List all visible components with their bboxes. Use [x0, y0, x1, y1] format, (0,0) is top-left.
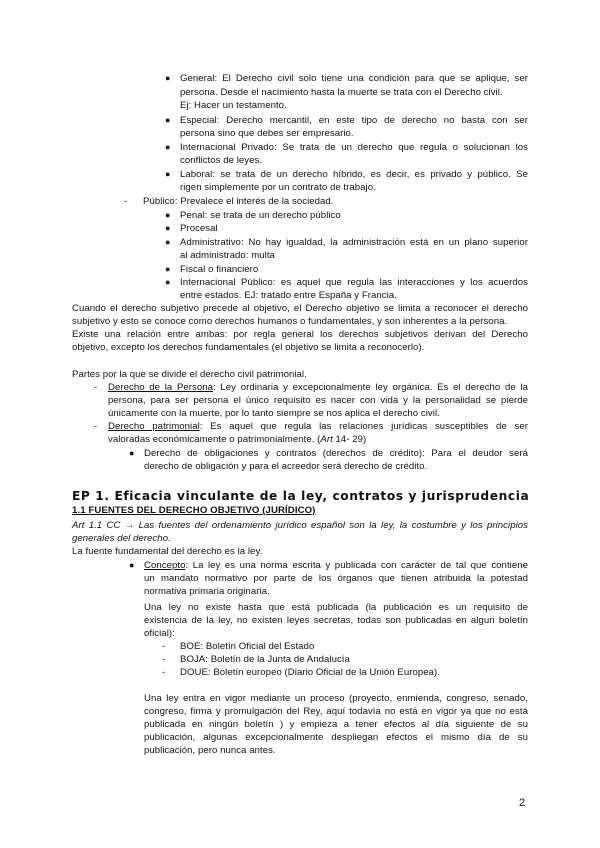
parte-patrimonial-term: Derecho patrimonial	[108, 421, 200, 432]
section-title: EP 1. Eficacia vinculante de la ley, contratos y jurisprudencia	[72, 489, 530, 503]
parte-persona-cont: persona, para ser persona el único requisito es nacer con vida y la personalidad se pierde	[108, 395, 528, 406]
list-item-laboral: Laboral: se trata de un derecho híbrido, es decir, es privado y público. Se	[180, 169, 528, 180]
list-item-internacional-publico-cont: entre estados. EJ: tratado entre España y Francia.	[180, 290, 397, 301]
bullet-icon: ●	[165, 237, 171, 247]
boletin-item: BOJA: Boletín de la Junta de Andalucía	[180, 654, 350, 665]
list-item-administrativo: Administrativo: No hay igualdad, la administración está en un plano superior	[180, 237, 528, 248]
article-quote	[72, 519, 528, 532]
paragraph-1-line: subjetivo y esto se conoce como derechos humanos o fundamentales, y son inherentes a la persona.	[72, 316, 508, 327]
bullet-icon: ●	[165, 264, 171, 274]
dash-marker: -	[162, 667, 166, 678]
bullet-icon: ●	[129, 560, 135, 570]
bullet-icon: ●	[165, 73, 171, 83]
list-item-especial: Especial: Derecho mercantil, en este tipo de derecho no basta con ser	[180, 115, 528, 126]
parte-patrimonial	[108, 420, 528, 433]
publicada-line: Una ley no existe hasta que está publicada (la publicación es un requisito de	[144, 602, 528, 613]
dash-marker: -	[94, 382, 98, 393]
article-quote-ref: Art 1.1 CC →	[72, 520, 135, 531]
parte-patrimonial-cont	[108, 433, 366, 446]
list-item-laboral-cont: rigen simplemente por un contrato de trabajo.	[180, 182, 376, 193]
fuente-fundamental: La fuente fundamental del derecho es la ley.	[72, 546, 263, 557]
concepto-term: Concepto	[144, 560, 186, 571]
parte-persona	[108, 381, 528, 394]
boletin-item: DOUE: Boletín europeo (Diario Oficial de la Unión Europea).	[180, 667, 440, 678]
list-item-general-cont: persona. Desde el nacimiento hasta la muerte se trata con el Derecho civil.	[180, 87, 503, 98]
parte-persona-cont: únicamente con la muerte, por lo tanto siempre se nos aplica el derecho civil.	[108, 408, 440, 419]
publicada-line: oficial):	[144, 628, 175, 639]
bullet-icon: ●	[165, 210, 171, 220]
publicada-line: existencia de la ley, no existen leyes secretas, todas son publicadas en algun boletín	[144, 615, 528, 626]
vigor-line: Una ley entra en vigor mediante un proceso (proyecto, enmienda, congreso, senado,	[144, 693, 528, 704]
list-item-internacional-privado: Internacional Privado: Se trata de un derecho que regula o solucionan los	[180, 142, 528, 153]
concepto-cont: un mandato normativo por parte de los órganos que tienen atribuida la potestad	[144, 573, 528, 584]
dash-marker: -	[162, 654, 166, 665]
vigor-line: publicada en ningún boletín ) y empieza a tener efectos al día siguiente de su	[144, 719, 528, 730]
list-item-obligaciones: Derecho de obligaciones y contratos (derechos de crédito): Para el deudor será	[144, 448, 528, 459]
parte-persona-desc: : Ley ordinaria y excepcionalmente ley orgánica. Es el derecho de la	[213, 382, 528, 393]
list-item-internacional-privado-cont: conflictos de leyes.	[180, 155, 263, 166]
bullet-icon: ●	[165, 277, 171, 287]
paragraph-2-line: objetivo, excepto los derechos fundamentales (el objetivo se limita a reconocerlo).	[72, 342, 425, 353]
article-range: 14- 29)	[332, 434, 367, 445]
parte-patrimonial-desc: : Es aquel que regula las relaciones jurídicas susceptibles de ser	[199, 421, 528, 432]
list-item-administrativo-cont: al administrado: multa	[180, 250, 275, 261]
bullet-icon: ●	[129, 448, 135, 458]
bullet-icon: ●	[165, 223, 171, 233]
page-number: 2	[519, 797, 526, 809]
list-item-especial-cont: persona sino que debes ser empresario.	[180, 128, 354, 139]
article-ref: Art	[320, 434, 333, 445]
list-item-procesal: Procesal	[180, 223, 218, 234]
subsection-title: 1.1 FUENTES DEL DERECHO OBJETIVO (JURÍDICO)	[72, 505, 316, 516]
publico-heading: Público: Prevalece el interés de la sociedad.	[143, 196, 334, 207]
concepto-cont: normativa primaria originaria.	[144, 586, 270, 597]
dash-marker: -	[94, 421, 98, 432]
vigor-line: publicación, pero nunca antes.	[144, 745, 276, 756]
list-item-obligaciones-cont: derecho de obligación y para el acreedor será derecho de crédito.	[144, 461, 428, 472]
list-item-internacional-publico: Internacional Público: es aquel que regula las interacciones y los acuerdos	[180, 277, 528, 288]
vigor-line: congreso, firma y promulgación del Rey, aquí todavía no está en vigor ya que no está	[144, 706, 528, 717]
paragraph-3: Partes por la que se divide el derecho civil patrimonial.	[72, 369, 307, 380]
concepto-desc: : La ley es una norma escrita y publicada con carácter de tal que contiene	[185, 560, 528, 571]
paragraph-1-line: Cuando el derecho subjetivo precede al objetivo, el Derecho objetivo se limita a reconocer el derecho	[72, 303, 528, 314]
list-item-general-cont: Ej: Hacer un testamento.	[180, 100, 287, 111]
article-quote-text: Las fuentes del ordenamiento jurídico español son la ley, la costumbre y los principios	[134, 520, 528, 531]
boletin-item: BOE: Boletín Oficial del Estado	[180, 641, 315, 652]
parte-persona-term: Derecho de la Persona	[108, 382, 214, 393]
bullet-icon: ●	[165, 115, 171, 125]
dash-marker: -	[124, 196, 128, 207]
bullet-icon: ●	[165, 169, 171, 179]
list-item-fiscal: Fiscal o financiero	[180, 264, 259, 275]
dash-marker: -	[162, 641, 166, 652]
parte-patrimonial-line2: valoradas económicamente o patrimonialmente. (	[108, 434, 321, 445]
list-item-penal: Penal: se trata de un derecho público	[180, 210, 341, 221]
list-item-general: General: El Derecho civil solo tiene una condición para que se aplique, ser	[180, 73, 528, 84]
vigor-line: publicación, algunas excepcionalmente despliegan efectos el mismo día de su	[144, 732, 528, 743]
article-quote-cont: generales del derecho.	[72, 533, 171, 544]
paragraph-2-line: Existe una relación entre ambas: por regla general los derechos subjetivos derivan del Derecho	[72, 329, 528, 340]
bullet-icon: ●	[165, 142, 171, 152]
concepto-line	[144, 559, 528, 572]
